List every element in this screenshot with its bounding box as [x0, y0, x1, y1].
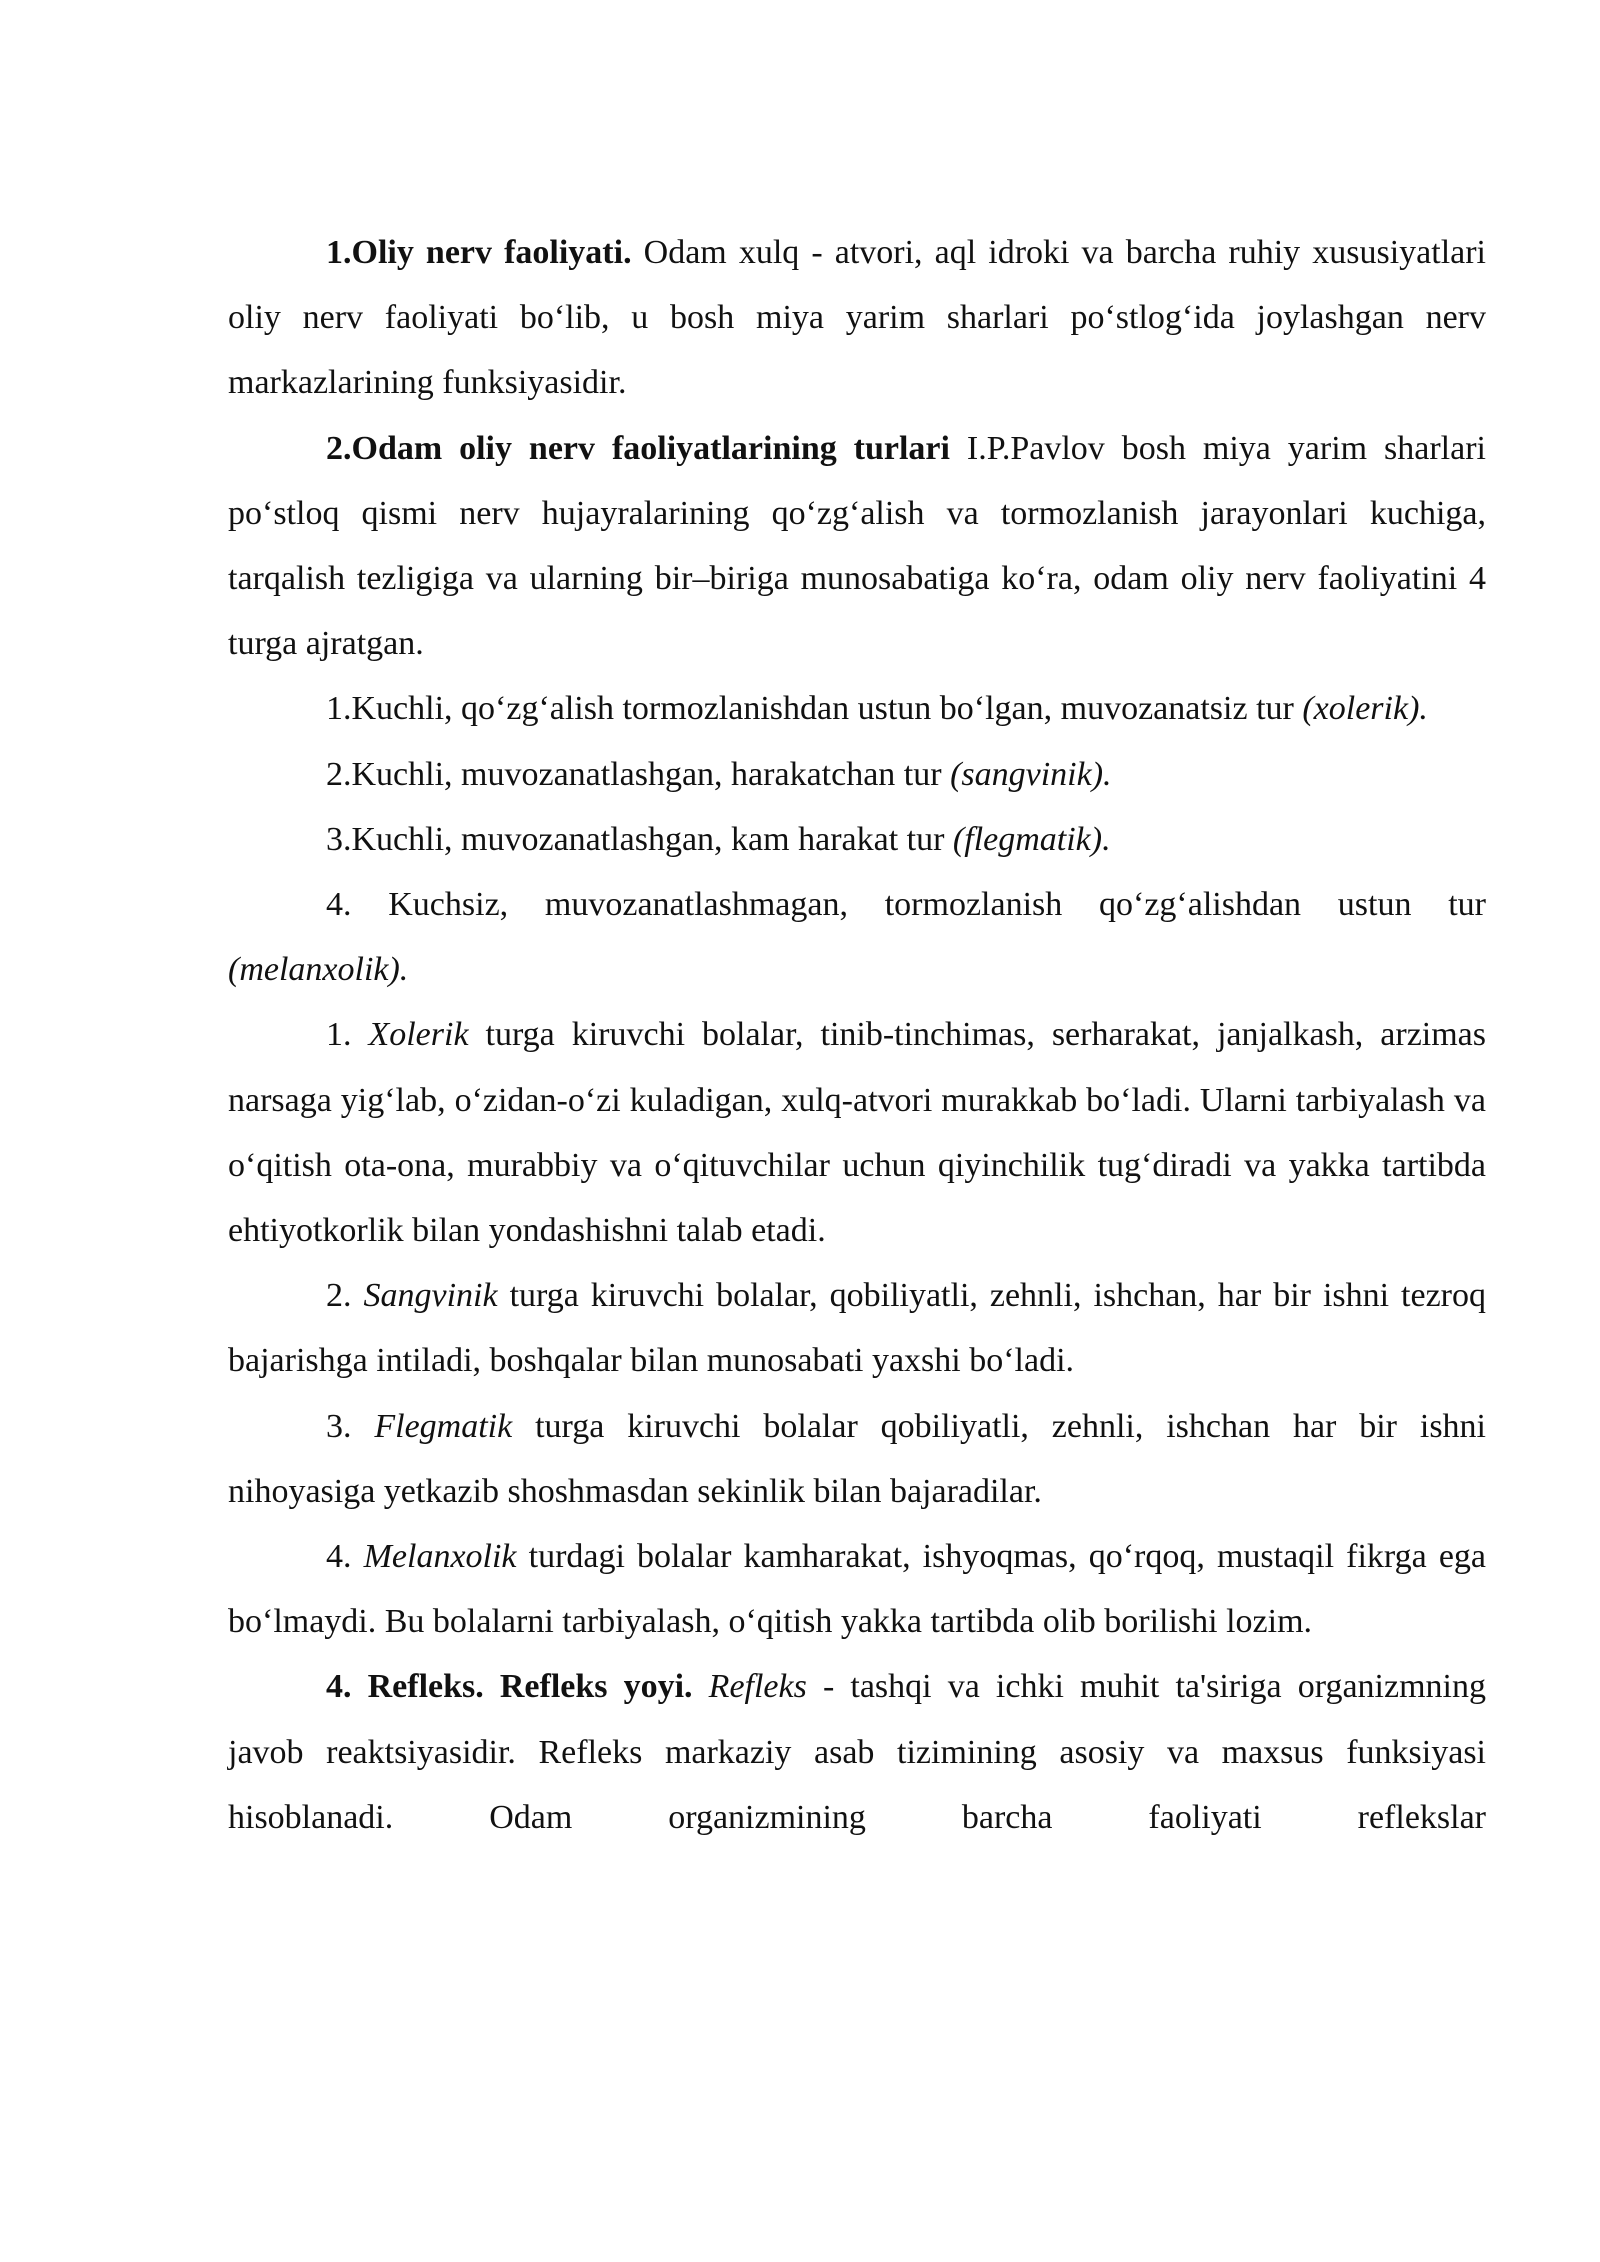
- type-term: (flegmatik).: [952, 820, 1111, 858]
- document-body: [228, 220, 1486, 1850]
- description-number: 4.: [326, 1538, 364, 1576]
- description-text: turdagi bolalar kamharakat, ishyoqmas, qo‘rqoq, mustaqil fikrga ega bo‘lmaydi. Bu bolalarni tarbiyalash, o‘qitish yakka tartibda olib borilishi lozim.: [228, 1538, 1486, 1641]
- description-number: 1.: [326, 1016, 369, 1054]
- type-item: [228, 742, 1486, 807]
- reflex-term: Refleks: [708, 1668, 807, 1706]
- type-item: [228, 807, 1486, 872]
- description-term: Sangvinik: [363, 1277, 498, 1315]
- description-text: turga kiruvchi bolalar, qobiliyatli, zehnli, ishchan, har bir ishni tezroq bajarishga intiladi, boshqalar bilan munosabati yaxshi bo‘ladi.: [228, 1277, 1487, 1380]
- paragraph-nervous-activity-types: [228, 416, 1486, 677]
- paragraph-text: Odam xulq - atvori, aql idroki va barcha ruhiy xususiyatlari oliy nerv faoliyati bo‘lib, u bosh miya yarim sharlari po‘stlog‘ida joylashgan nerv markazlarining funksiyasidir.: [228, 234, 1486, 402]
- description-text: turga kiruvchi bolalar, tinib-tinchimas, serharakat, janjalkash, arzimas narsaga yig‘lab, o‘zidan-o‘zi kuladigan, xulq-atvori murakkab bo‘ladi. Ularni tarbiyalash va o‘qitish ota-ona, murabbiy va o‘qituvchilar uchun qiyinchilik tug‘diradi va yakka tartibda ehtiyotkorlik bilan yondashishni talab etadi.: [228, 1016, 1486, 1250]
- section-heading: 2.Odam oliy nerv faoliyatlarining turlari: [326, 429, 950, 467]
- type-term: (melanxolik).: [228, 951, 409, 989]
- description-term: Flegmatik: [374, 1407, 513, 1445]
- type-term: (sangvinik).: [950, 755, 1112, 793]
- section-heading: 4. Refleks. Refleks yoyi.: [326, 1668, 693, 1706]
- description-item: [228, 1263, 1486, 1393]
- section-heading: 1.Oliy nerv faoliyati.: [326, 234, 632, 271]
- description-text: turga kiruvchi bolalar qobiliyatli, zehnli, ishchan har bir ishni nihoyasiga yetkazib shoshmasdan sekinlik bilan bajaradilar.: [228, 1407, 1486, 1510]
- type-item: [228, 872, 1486, 1002]
- paragraph-text: - tashqi va ichki muhit ta'siriga organizmning javob reaktsiyasidir. Refleks markaziy asab tizimining asosiy va maxsus funksiyasi hisoblanadi. Odam organizmining barcha faoliyati reflekslar: [228, 1668, 1486, 1836]
- type-text: 2.Kuchli, muvozanatlashgan, harakatchan tur: [326, 755, 951, 793]
- description-item: [228, 1524, 1486, 1654]
- type-text: 3.Kuchli, muvozanatlashgan, kam harakat tur: [326, 820, 953, 858]
- description-term: Xolerik: [368, 1016, 469, 1054]
- type-text: 1.Kuchli, qo‘zg‘alish tormozlanishdan ustun bo‘lgan, muvozanatsiz tur: [326, 690, 1303, 728]
- description-term: Melanxolik: [363, 1538, 517, 1576]
- description-number: 3.: [326, 1407, 375, 1445]
- paragraph-reflex: [228, 1654, 1486, 1850]
- type-item: [228, 676, 1486, 741]
- paragraph-text: I.P.Pavlov bosh miya yarim sharlari po‘stloq qismi nerv hujayralarining qo‘zg‘alish va tormozlanish jarayonlari kuchiga, tarqalish tezligiga va ularning bir–biriga munosabatiga ko‘ra, odam oliy nerv faoliyatini 4 turga ajratgan.: [228, 429, 1486, 663]
- description-number: 2.: [326, 1277, 364, 1315]
- description-item: [228, 1002, 1486, 1263]
- type-text: 4. Kuchsiz, muvozanatlashmagan, tormozlanish qo‘zg‘alishdan ustun tur: [326, 886, 1486, 924]
- paragraph-higher-nervous-activity: [228, 220, 1486, 416]
- type-term: (xolerik).: [1302, 690, 1428, 728]
- description-item: [228, 1394, 1486, 1524]
